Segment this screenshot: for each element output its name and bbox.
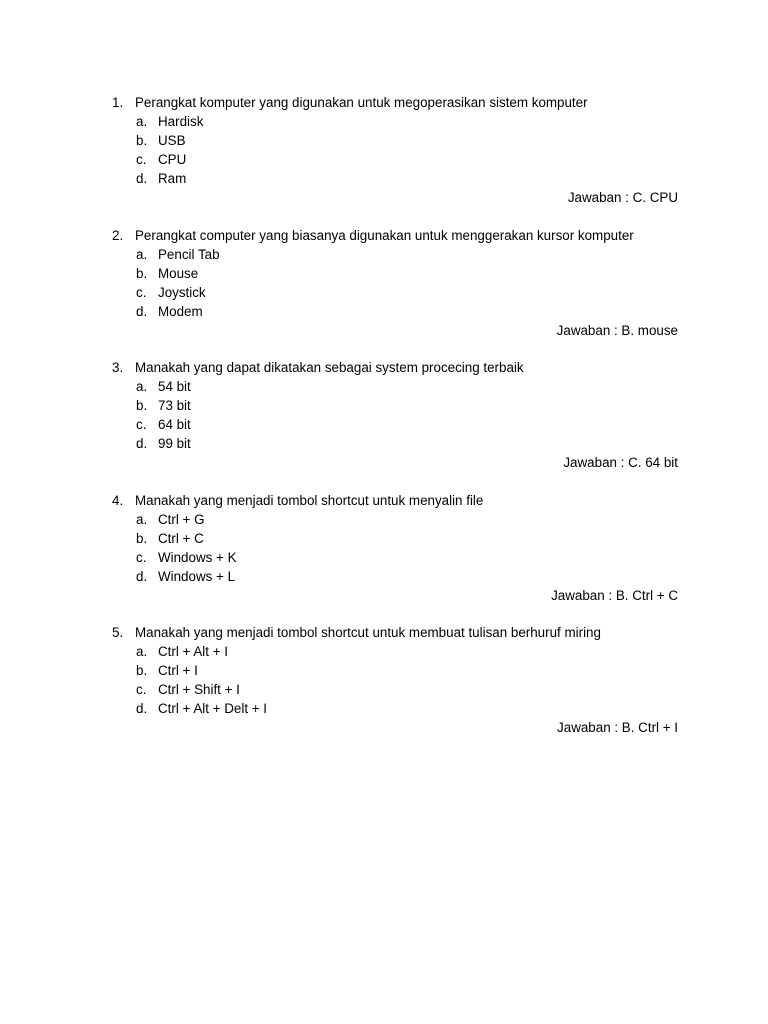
option-d: [112, 699, 678, 718]
question-2: [112, 226, 678, 340]
option-text: CPU: [158, 152, 187, 167]
option-letter: a.: [136, 512, 148, 527]
option-d: [112, 169, 678, 188]
question-number: 3.: [112, 360, 124, 375]
option-letter: c.: [136, 152, 147, 167]
question-text: Manakah yang menjadi tombol shortcut untuk membuat tulisan berhuruf miring: [135, 625, 601, 640]
question-line: [112, 491, 678, 510]
option-letter: b.: [136, 398, 148, 413]
option-text: Ctrl + Shift + I: [158, 682, 240, 697]
option-c: [112, 680, 678, 699]
option-c: [112, 415, 678, 434]
question-number: 2.: [112, 228, 124, 243]
option-b: [112, 529, 678, 548]
option-text: USB: [158, 133, 186, 148]
option-letter: a.: [136, 379, 148, 394]
option-c: [112, 548, 678, 567]
option-letter: c.: [136, 682, 147, 697]
option-c: [112, 150, 678, 169]
question-number: 1.: [112, 95, 124, 110]
option-b: [112, 661, 678, 680]
option-text: Modem: [158, 304, 203, 319]
option-letter: d.: [136, 171, 148, 186]
option-letter: b.: [136, 663, 148, 678]
option-letter: a.: [136, 644, 148, 659]
question-line: [112, 226, 678, 245]
question-5: [112, 623, 678, 737]
option-letter: b.: [136, 266, 148, 281]
option-letter: a.: [136, 114, 148, 129]
question-3: [112, 358, 678, 472]
option-letter: c.: [136, 550, 147, 565]
option-text: Ctrl + Alt + Delt + I: [158, 701, 268, 716]
question-text: Manakah yang menjadi tombol shortcut untuk menyalin file: [135, 493, 484, 508]
option-d: [112, 434, 678, 453]
option-text: 54 bit: [158, 379, 191, 394]
option-text: Pencil Tab: [158, 247, 220, 262]
answer-line: Jawaban : B. mouse: [556, 323, 678, 338]
option-letter: d.: [136, 436, 148, 451]
option-letter: b.: [136, 133, 148, 148]
option-letter: a.: [136, 247, 148, 262]
question-line: [112, 623, 678, 642]
question-number: 5.: [112, 625, 124, 640]
option-letter: c.: [136, 417, 147, 432]
question-text: Perangkat komputer yang digunakan untuk megoperasikan sistem komputer: [135, 95, 588, 110]
question-line: [112, 93, 678, 112]
question-text: Perangkat computer yang biasanya digunakan untuk menggerakan kursor komputer: [135, 228, 634, 243]
option-letter: b.: [136, 531, 148, 546]
question-line: [112, 358, 678, 377]
option-text: Windows + K: [158, 550, 237, 565]
option-b: [112, 131, 678, 150]
question-number: 4.: [112, 493, 124, 508]
option-text: 73 bit: [158, 398, 191, 413]
option-text: 64 bit: [158, 417, 191, 432]
option-b: [112, 264, 678, 283]
option-text: Ram: [158, 171, 187, 186]
question-1: [112, 93, 678, 207]
option-letter: d.: [136, 701, 148, 716]
answer-line: Jawaban : C. 64 bit: [563, 455, 678, 470]
option-a: [112, 245, 678, 264]
question-text: Manakah yang dapat dikatakan sebagai system procecing terbaik: [135, 360, 524, 375]
option-letter: c.: [136, 285, 147, 300]
option-letter: d.: [136, 569, 148, 584]
option-text: Hardisk: [158, 114, 204, 129]
option-a: [112, 642, 678, 661]
option-text: Joystick: [158, 285, 206, 300]
option-text: Ctrl + Alt + I: [158, 644, 228, 659]
answer-line: Jawaban : B. Ctrl + C: [551, 588, 678, 603]
answer-line: Jawaban : C. CPU: [567, 190, 678, 205]
option-c: [112, 283, 678, 302]
option-a: [112, 510, 678, 529]
question-4: [112, 491, 678, 605]
option-letter: d.: [136, 304, 148, 319]
option-text: Ctrl + I: [158, 663, 198, 678]
option-a: [112, 377, 678, 396]
option-d: [112, 302, 678, 321]
option-text: Ctrl + C: [158, 531, 204, 546]
option-d: [112, 567, 678, 586]
option-text: Mouse: [158, 266, 199, 281]
option-text: Ctrl + G: [158, 512, 205, 527]
option-b: [112, 396, 678, 415]
answer-line: Jawaban : B. Ctrl + I: [557, 720, 678, 735]
option-text: 99 bit: [158, 436, 191, 451]
option-a: [112, 112, 678, 131]
option-text: Windows + L: [158, 569, 236, 584]
